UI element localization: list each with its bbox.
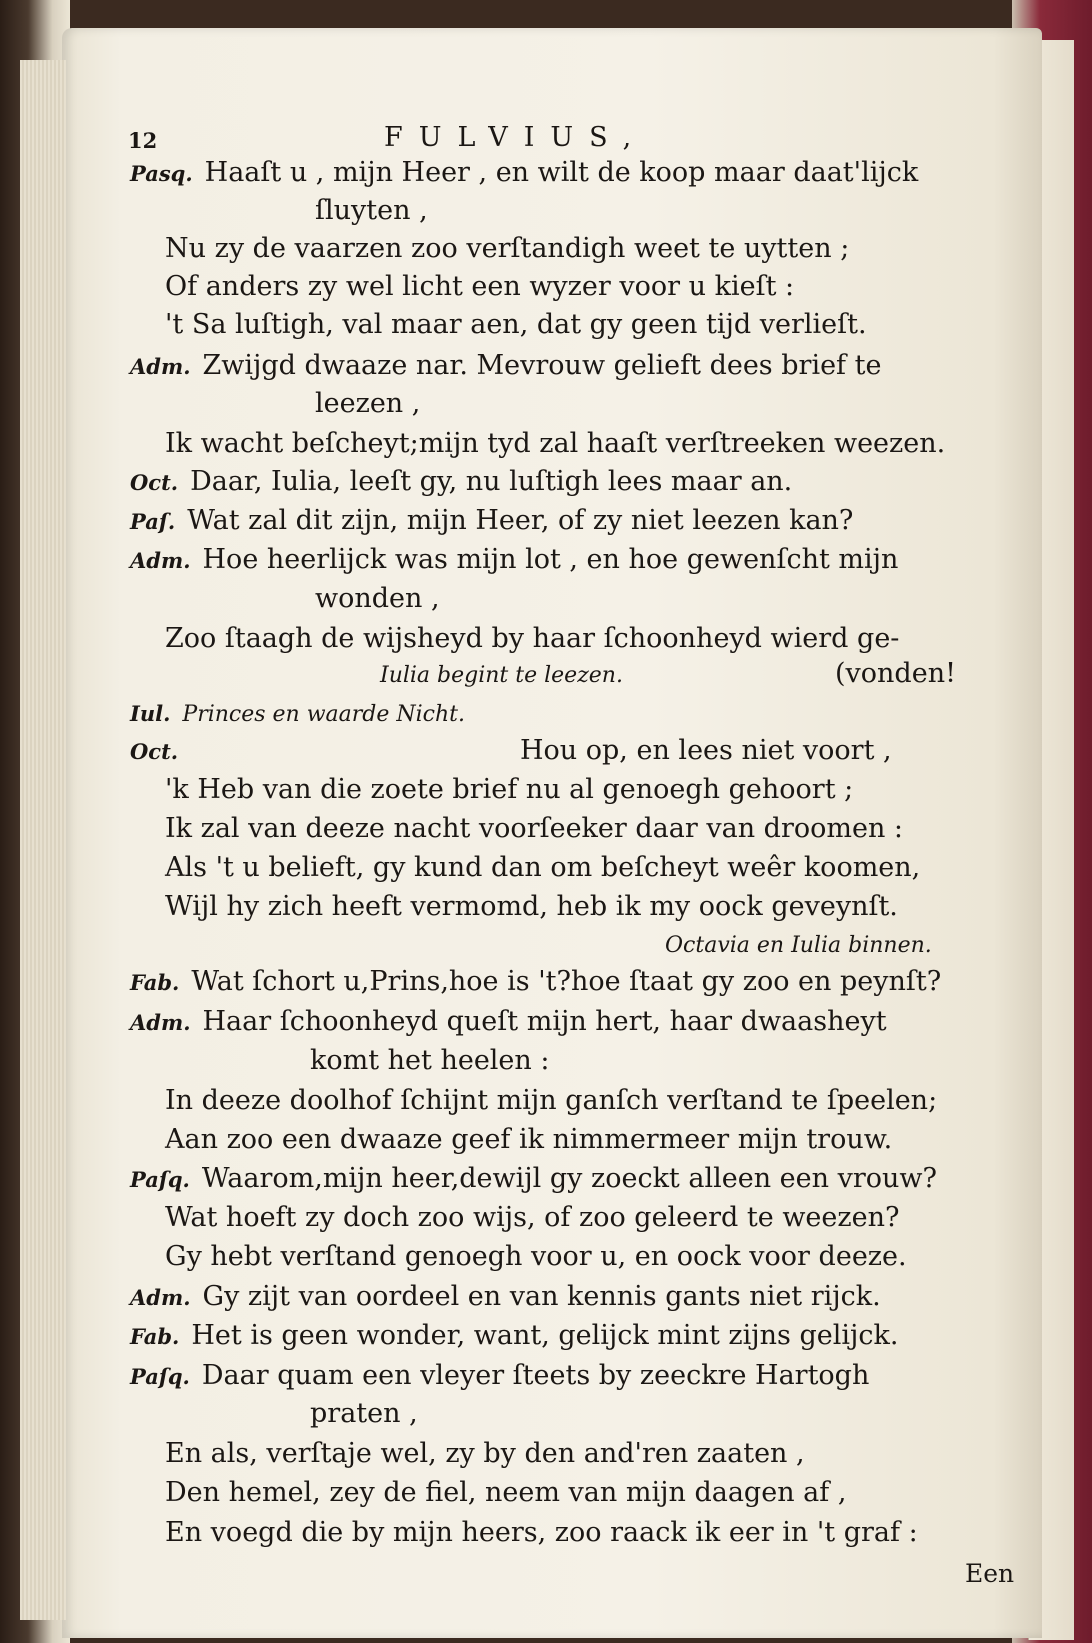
page-number: 12	[128, 128, 158, 153]
verse-line: 't Sa luſtigh, val maar aen, dat gy geen tijd verlieſt.	[165, 309, 867, 340]
verse-line: Zoo ſtaagh de wijsheyd by haar ſchoonheyd wierd ge-	[165, 623, 900, 654]
verse-line: Adm. Haar ſchoonheyd queſt mijn hert, haar dwaasheyt	[130, 1006, 887, 1037]
speaker-label: Paſ.	[130, 509, 176, 534]
speaker-label: Adm.	[130, 548, 191, 573]
speaker-label: Paſq.	[130, 1364, 190, 1389]
speaker-label: Oct.	[130, 739, 179, 764]
verse-line-continuation: (vonden!	[835, 658, 956, 689]
speaker-label: Iul.	[130, 701, 171, 726]
verse-line: Aan zoo een dwaaze geef ik nimmermeer mijn trouw.	[165, 1124, 893, 1155]
verse-line: Wat hoeft zy doch zoo wijs, of zoo geleerd te weezen?	[165, 1202, 900, 1233]
speaker-label: Adm.	[130, 354, 191, 379]
verse-line: ſluyten ,	[315, 195, 428, 226]
verse-line: Paſq. Waarom,mijn heer,dewijl gy zoeckt alleen een vrouw?	[130, 1163, 937, 1194]
speaker-label: Oct.	[130, 470, 179, 495]
verse-line: Paſ. Wat zal dit zijn, mijn Heer, of zy niet leezen kan?	[130, 505, 854, 536]
verse-line: In deeze doolhof ſchijnt mijn ganſch verſtand te ſpeelen;	[165, 1085, 938, 1116]
catchword: Een	[965, 1559, 1015, 1588]
verse-line: Ik wacht beſcheyt;mijn tyd zal haaſt verſtreeken weezen.	[165, 428, 946, 459]
verse-line: En als, verſtaje wel, zy by den and'ren zaaten ,	[165, 1438, 805, 1469]
verse-line: Den hemel, zey de fiel, neem van mijn daagen af ,	[165, 1477, 847, 1508]
verse-line: En voegd die by mijn heers, zoo raack ik eer in 't graf :	[165, 1517, 918, 1548]
verse-line: Gy hebt verſtand genoegh voor u, en oock voor deeze.	[165, 1241, 907, 1272]
verse-line: Fab. Wat ſchort u,Prins,hoe is 't?hoe ſtaat gy zoo en peynſt?	[130, 966, 942, 997]
verse-line: Oct. Daar, Iulia, leeſt gy, nu luſtigh lees maar an.	[130, 466, 793, 497]
verse-line: Adm. Gy zijt van oordeel en van kennis gants niet rijck.	[130, 1281, 881, 1312]
verse-line: Ik zal van deeze nacht voorſeeker daar van droomen :	[165, 813, 904, 844]
speaker-label: Fab.	[130, 1324, 180, 1349]
verse-line: Hou op, en lees niet voort ,	[520, 735, 892, 766]
verse-line: Fab. Het is geen wonder, want, gelijck mint zijns gelijck.	[130, 1320, 899, 1351]
verse-line: Adm. Zwijgd dwaaze nar. Mevrouw gelieft dees brief te	[130, 350, 882, 381]
verse-line: wonden ,	[315, 583, 440, 614]
speaker-label: Paſq.	[130, 1167, 190, 1192]
verse-line: komt het heelen :	[310, 1045, 550, 1076]
verse-line: 'k Heb van die zoete brief nu al genoegh gehoort ;	[165, 774, 854, 805]
verse-line: Adm. Hoe heerlijck was mijn lot , en hoe gewenſcht mijn	[130, 544, 899, 575]
verse-line: Pasq. Haaſt u , mijn Heer , en wilt de koop maar daat'lijck	[130, 157, 919, 188]
stage-direction: Iulia begint te leezen.	[380, 663, 623, 688]
verse-line: Paſq. Daar quam een vleyer ſteets by zeeckre Hartogh	[130, 1360, 870, 1391]
verse-line: leezen ,	[315, 388, 421, 419]
speaker-line	[130, 735, 190, 768]
verse-line: Of anders zy wel licht een wyzer voor u kieſt :	[165, 271, 795, 302]
running-title: FULVIUS,	[384, 122, 648, 153]
speaker-label: Fab.	[130, 970, 180, 995]
speaker-label: Adm.	[130, 1285, 191, 1310]
speaker-label: Adm.	[130, 1010, 191, 1035]
verse-line: Nu zy de vaarzen zoo verſtandigh weet te uytten ;	[165, 233, 850, 264]
verse-line: Wijl hy zich heeft vermomd, heb ik my oock geveynſt.	[165, 891, 898, 922]
verse-line: praten ,	[310, 1398, 418, 1429]
verse-line: Als 't u belieft, gy kund dan om beſcheyt weêr koomen,	[165, 852, 921, 883]
speaker-label: Pasq.	[130, 161, 193, 186]
stage-direction: Octavia en Iulia binnen.	[665, 933, 932, 958]
verse-line: Iul. Princes en waarde Nicht.	[130, 701, 466, 727]
